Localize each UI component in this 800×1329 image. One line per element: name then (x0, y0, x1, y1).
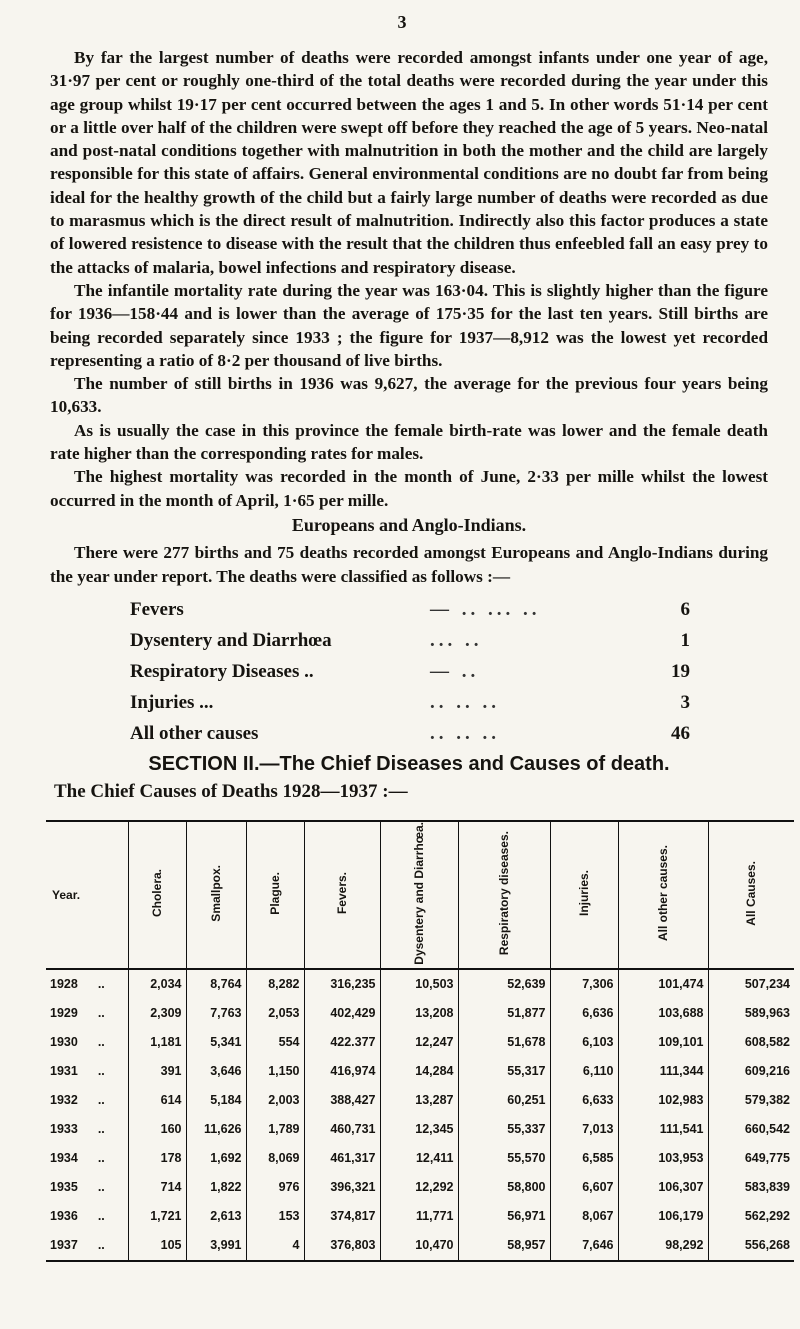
table-cell (550, 1028, 618, 1057)
cell-value: 11,626 (203, 1122, 242, 1137)
year-cell (46, 1202, 128, 1231)
table-cell (550, 969, 618, 999)
table-cell (458, 1202, 550, 1231)
cell-value: 55,337 (507, 1122, 546, 1137)
table-cell (708, 999, 794, 1028)
table-cell (186, 1202, 246, 1231)
column-header-label: Respiratory diseases. (496, 831, 511, 956)
cell-value: 14,284 (415, 1064, 454, 1079)
year-cell (46, 1028, 128, 1057)
cell-value: 614 (160, 1093, 182, 1108)
cell-value: 6,103 (582, 1035, 614, 1050)
table-cell (458, 1086, 550, 1115)
table-cell (380, 1028, 458, 1057)
table-cell (186, 1173, 246, 1202)
cell-value: 2,053 (268, 1006, 300, 1021)
cell-value: 2,613 (210, 1209, 242, 1224)
table-cell (304, 1057, 380, 1086)
cause-value: 46 (671, 722, 690, 744)
table-cell (708, 1057, 794, 1086)
cell-value: 556,268 (744, 1238, 790, 1253)
column-header-label: Cholera. (149, 869, 164, 918)
cell-value: 111,344 (659, 1064, 704, 1079)
table-cell (186, 1231, 246, 1261)
cause-row (130, 718, 690, 749)
column-header-label: All Causes. (743, 861, 758, 926)
table-row (46, 1057, 794, 1086)
leader-dots: .. .. .. (430, 691, 500, 713)
column-header-label: All other causes. (655, 845, 670, 942)
cell-value: 178 (160, 1151, 182, 1166)
leader-dots: .. (97, 977, 105, 992)
year-cell (46, 1144, 128, 1173)
table-cell (128, 1173, 186, 1202)
table-cell (380, 1173, 458, 1202)
year-value: 1930 (50, 1035, 78, 1050)
cause-label: Respiratory Diseases .. (130, 660, 314, 682)
cell-value: 11,771 (415, 1209, 454, 1224)
table-row (46, 999, 794, 1028)
column-header-year: Year. (46, 821, 128, 969)
cell-value: 12,247 (415, 1035, 454, 1050)
europeans-paragraph: There were 277 births and 75 deaths recorded amongst Europeans and Anglo-Indians during the year under report. The deaths were classified as follows :— (50, 543, 768, 586)
cell-value: 106,307 (658, 1180, 704, 1195)
cause-row (130, 625, 690, 656)
table-cell (128, 1115, 186, 1144)
table-cell (128, 1086, 186, 1115)
table-cell (304, 1144, 380, 1173)
table-row (46, 1144, 794, 1173)
year-value: 1928 (50, 977, 78, 992)
cell-value: 562,292 (744, 1209, 790, 1224)
cell-value: 51,678 (507, 1035, 546, 1050)
cell-value: 589,963 (744, 1006, 790, 1021)
table-cell (458, 1231, 550, 1261)
year-cell (46, 1057, 128, 1086)
cell-value: 6,110 (582, 1064, 614, 1079)
year-value: 1936 (50, 1209, 78, 1224)
cause-label: Dysentery and Diarrhœa (130, 629, 332, 651)
year-cell (46, 1231, 128, 1261)
cause-label: All other causes (130, 722, 259, 744)
cell-value: 3,991 (210, 1238, 242, 1253)
cell-value: 8,069 (268, 1151, 300, 1166)
cell-value: 60,251 (507, 1093, 546, 1108)
column-header-fevers (304, 821, 380, 969)
cause-row (130, 687, 690, 718)
table-caption: The Chief Causes of Deaths 1928—1937 :— (54, 781, 408, 803)
paragraph: As is usually the case in this province the female birth-rate was lower and the female death rate higher than the corresponding rates for males. (50, 420, 768, 464)
column-header-label: Smallpox. (208, 865, 223, 922)
table-cell (304, 1173, 380, 1202)
cell-value: 1,789 (268, 1122, 300, 1137)
table-cell (458, 1173, 550, 1202)
cell-value: 102,983 (658, 1093, 704, 1108)
table-cell (380, 1086, 458, 1115)
table-cell (186, 1086, 246, 1115)
cell-value: 609,216 (744, 1064, 790, 1079)
cell-value: 58,800 (507, 1180, 546, 1195)
table-cell (708, 1115, 794, 1144)
cell-value: 52,639 (507, 977, 546, 992)
column-header-other-causes (618, 821, 708, 969)
cause-row (130, 594, 690, 625)
column-header-cholera (128, 821, 186, 969)
cell-value: 5,341 (210, 1035, 242, 1050)
cell-value: 106,179 (658, 1209, 704, 1224)
table-cell (618, 1115, 708, 1144)
column-header-all-causes (708, 821, 794, 969)
table-cell (186, 1144, 246, 1173)
table-cell (380, 1144, 458, 1173)
table-cell (246, 999, 304, 1028)
year-value: 1932 (50, 1093, 78, 1108)
cell-value: 554 (278, 1035, 300, 1050)
leader-dots: .. (97, 1093, 105, 1108)
column-header-label: Plague. (267, 872, 282, 915)
table-cell (550, 999, 618, 1028)
table-cell (246, 1028, 304, 1057)
year-cell (46, 1086, 128, 1115)
cell-value: 8,282 (268, 977, 300, 992)
table-cell (708, 1144, 794, 1173)
table-cell (246, 1202, 304, 1231)
cause-value: 19 (671, 660, 690, 682)
table-cell (304, 1028, 380, 1057)
cell-value: 7,646 (582, 1238, 614, 1253)
cell-value: 55,317 (507, 1064, 546, 1079)
cell-value: 7,306 (582, 977, 614, 992)
cell-value: 103,953 (658, 1151, 704, 1166)
year-value: 1931 (50, 1064, 78, 1079)
cell-value: 461,317 (330, 1151, 376, 1166)
table-cell (246, 1057, 304, 1086)
cell-value: 3,646 (210, 1064, 242, 1079)
section-title: SECTION II.—The Chief Diseases and Causes of death. (148, 752, 670, 775)
table-cell (708, 1173, 794, 1202)
table-cell (304, 1115, 380, 1144)
table-cell (380, 999, 458, 1028)
table-cell (708, 1231, 794, 1261)
cell-value: 6,585 (582, 1151, 614, 1166)
table-row (46, 1115, 794, 1144)
year-value: 1934 (50, 1151, 78, 1166)
cell-value: 7,763 (210, 1006, 242, 1021)
leader-dots: .. (97, 1209, 105, 1224)
table-cell (458, 999, 550, 1028)
table-row (46, 1202, 794, 1231)
cell-value: 160 (160, 1122, 182, 1137)
table-cell (618, 999, 708, 1028)
cell-value: 376,803 (330, 1238, 376, 1253)
leader-dots: ... .. (430, 629, 483, 651)
table-cell (618, 1057, 708, 1086)
table-cell (618, 969, 708, 999)
cell-value: 416,974 (330, 1064, 376, 1079)
table-cell (128, 1028, 186, 1057)
cell-value: 1,721 (150, 1209, 182, 1224)
cell-value: 12,411 (415, 1151, 454, 1166)
leader-dots: .. (97, 1122, 105, 1137)
table-cell (128, 1057, 186, 1086)
leader-dots: — .. (430, 660, 480, 682)
table-cell (550, 1115, 618, 1144)
table-cell (618, 1173, 708, 1202)
column-header-plague (246, 821, 304, 969)
cell-value: 13,208 (415, 1006, 454, 1021)
cell-value: 98,292 (665, 1238, 704, 1253)
causes-of-death-table (46, 820, 794, 1262)
table-cell (128, 999, 186, 1028)
table-row (46, 1028, 794, 1057)
cell-value: 12,345 (415, 1122, 454, 1137)
table-cell (618, 1086, 708, 1115)
year-cell (46, 1115, 128, 1144)
column-header-label: Injuries. (576, 870, 591, 917)
table-cell (128, 969, 186, 999)
cell-value: 507,234 (744, 977, 790, 992)
table-cell (458, 1057, 550, 1086)
cell-value: 2,034 (150, 977, 182, 992)
causes-list (130, 594, 690, 749)
table-cell (550, 1057, 618, 1086)
table-row (46, 969, 794, 999)
table-cell (246, 1115, 304, 1144)
year-value: 1933 (50, 1122, 78, 1137)
cell-value: 1,150 (268, 1064, 300, 1079)
table-row (46, 1086, 794, 1115)
cell-value: 153 (278, 1209, 300, 1224)
cause-value: 1 (680, 629, 690, 651)
table-cell (618, 1202, 708, 1231)
paragraph: By far the largest number of deaths were recorded amongst infants under one year of age, 31·97 per cent or roughly one-third of the total deaths were recorded during the year under this age group whilst 19·17 per cent occurred between the ages 1 and 5. In other words 51·14 per cent or a little over half of the children were swept off before they reached the age of 5 years. Neo-natal and post-natal conditions together with malnutrition in both the mother and the child are largely responsible for this state of affairs. General environmental conditions are no doubt far from being ideal for the healthy growth of the child but a fairly large number of deaths were recorded as due to marasmus which is the direct result of malnutrition. Indirectly also this factor produces a state of lowered resistence to disease with the result that the children thus enfeebled fall an easy prey to the attacks of malaria, bowel infections and respiratory disease. (50, 48, 768, 277)
paragraph: The highest mortality was recorded in the month of June, 2·33 per mille whilst the lowest occurred in the month of April, 1·65 per mille. (50, 467, 768, 510)
cell-value: 396,321 (330, 1180, 376, 1195)
cell-value: 649,775 (744, 1151, 790, 1166)
table-cell (708, 1028, 794, 1057)
cell-value: 6,607 (582, 1180, 614, 1195)
paragraph: The number of still births in 1936 was 9,627, the average for the previous four years being 10,633. (50, 374, 768, 417)
cell-value: 10,470 (415, 1238, 454, 1253)
table-cell (246, 1173, 304, 1202)
table-cell (708, 969, 794, 999)
cell-value: 101,474 (658, 977, 704, 992)
table-cell (304, 999, 380, 1028)
year-value: 1937 (50, 1238, 78, 1253)
leader-dots: .. .. .. (430, 722, 500, 744)
table-cell (304, 1231, 380, 1261)
table-cell (550, 1202, 618, 1231)
cell-value: 388,427 (330, 1093, 376, 1108)
cell-value: 316,235 (330, 977, 376, 992)
europeans-heading: Europeans and Anglo-Indians. (291, 514, 527, 535)
cell-value: 56,971 (507, 1209, 546, 1224)
table-header-row (46, 821, 794, 969)
cause-value: 3 (680, 691, 690, 713)
cell-value: 8,067 (582, 1209, 614, 1224)
cell-value: 1,822 (210, 1180, 242, 1195)
cell-value: 6,633 (582, 1093, 614, 1108)
cause-label: Fevers (130, 598, 184, 620)
table-row (46, 1231, 794, 1261)
table-cell (708, 1086, 794, 1115)
leader-dots: .. (97, 1006, 105, 1021)
cell-value: 55,570 (507, 1151, 546, 1166)
table-cell (304, 1202, 380, 1231)
table-cell (458, 969, 550, 999)
table-cell (304, 1086, 380, 1115)
table-body (46, 969, 794, 1261)
column-header-label: Fevers. (334, 872, 349, 915)
column-header-respiratory (458, 821, 550, 969)
table-cell (458, 1115, 550, 1144)
cell-value: 579,382 (744, 1093, 790, 1108)
leader-dots: .. (97, 1180, 105, 1195)
table-cell (246, 1231, 304, 1261)
cell-value: 6,636 (582, 1006, 614, 1021)
leader-dots: .. (97, 1151, 105, 1166)
table-cell (186, 1028, 246, 1057)
cell-value: 583,839 (744, 1180, 790, 1195)
year-value: 1929 (50, 1006, 78, 1021)
table-cell (458, 1028, 550, 1057)
table-cell (458, 1144, 550, 1173)
leader-dots: .. (97, 1035, 105, 1050)
body-text (50, 46, 768, 803)
year-cell (46, 1173, 128, 1202)
leader-dots: .. (97, 1238, 105, 1253)
column-header-label: Dysentery and Diarrhœa. (411, 822, 426, 965)
table-cell (246, 969, 304, 999)
table-cell (186, 969, 246, 999)
cell-value: 2,309 (150, 1006, 182, 1021)
cell-value: 10,503 (415, 977, 454, 992)
table-cell (550, 1173, 618, 1202)
cell-value: 422.377 (330, 1035, 376, 1050)
table-cell (186, 1115, 246, 1144)
cell-value: 111,541 (659, 1122, 704, 1137)
table-cell (380, 1057, 458, 1086)
cause-value: 6 (680, 598, 690, 620)
table-cell (186, 1057, 246, 1086)
column-header-injuries (550, 821, 618, 969)
table-cell (246, 1086, 304, 1115)
cell-value: 2,003 (268, 1093, 300, 1108)
table-cell (380, 1231, 458, 1261)
table-cell (128, 1231, 186, 1261)
cell-value: 402,429 (330, 1006, 376, 1021)
cell-value: 105 (160, 1238, 182, 1253)
table-cell (550, 1231, 618, 1261)
cell-value: 660,542 (744, 1122, 790, 1137)
table-cell (304, 969, 380, 999)
cell-value: 391 (160, 1064, 182, 1079)
table-cell (380, 1202, 458, 1231)
leader-dots: .. (97, 1064, 105, 1079)
paragraph: The infantile mortality rate during the year was 163·04. This is slightly higher than the figure for 1936—158·44 and is lower than the average of 175·35 for the last ten years. Still births are being recorded separately since 1933 ; the figure for 1937—8,912 was the lowest yet recorded representing a ratio of 8·2 per thousand of live births. (50, 280, 768, 370)
year-cell (46, 969, 128, 999)
table-cell (618, 1028, 708, 1057)
cell-value: 374,817 (330, 1209, 376, 1224)
table-cell (380, 1115, 458, 1144)
cell-value: 976 (278, 1180, 300, 1195)
table-cell (618, 1231, 708, 1261)
cell-value: 1,692 (210, 1151, 242, 1166)
table-cell (618, 1144, 708, 1173)
cause-label: Injuries ... (130, 691, 214, 713)
cell-value: 58,957 (507, 1238, 546, 1253)
year-cell (46, 999, 128, 1028)
cell-value: 4 (292, 1238, 300, 1253)
cell-value: 13,287 (415, 1093, 454, 1108)
table-cell (550, 1144, 618, 1173)
table-cell (550, 1086, 618, 1115)
cell-value: 12,292 (415, 1180, 454, 1195)
table-cell (380, 969, 458, 999)
year-value: 1935 (50, 1180, 78, 1195)
cell-value: 51,877 (507, 1006, 546, 1021)
cell-value: 608,582 (744, 1035, 790, 1050)
table-cell (128, 1202, 186, 1231)
cause-row (130, 656, 690, 687)
cell-value: 8,764 (210, 977, 242, 992)
table-cell (186, 999, 246, 1028)
leader-dots: — .. ... .. (430, 598, 541, 620)
column-header-dysentery (380, 821, 458, 969)
table-cell (246, 1144, 304, 1173)
cell-value: 1,181 (150, 1035, 182, 1050)
column-header-smallpox (186, 821, 246, 969)
cell-value: 7,013 (582, 1122, 614, 1137)
cell-value: 103,688 (658, 1006, 704, 1021)
cell-value: 5,184 (210, 1093, 242, 1108)
table-cell (708, 1202, 794, 1231)
page-number: 3 (397, 12, 407, 32)
cell-value: 109,101 (658, 1035, 704, 1050)
cell-value: 714 (160, 1180, 182, 1195)
cell-value: 460,731 (330, 1122, 376, 1137)
table-cell (128, 1144, 186, 1173)
table-row (46, 1173, 794, 1202)
